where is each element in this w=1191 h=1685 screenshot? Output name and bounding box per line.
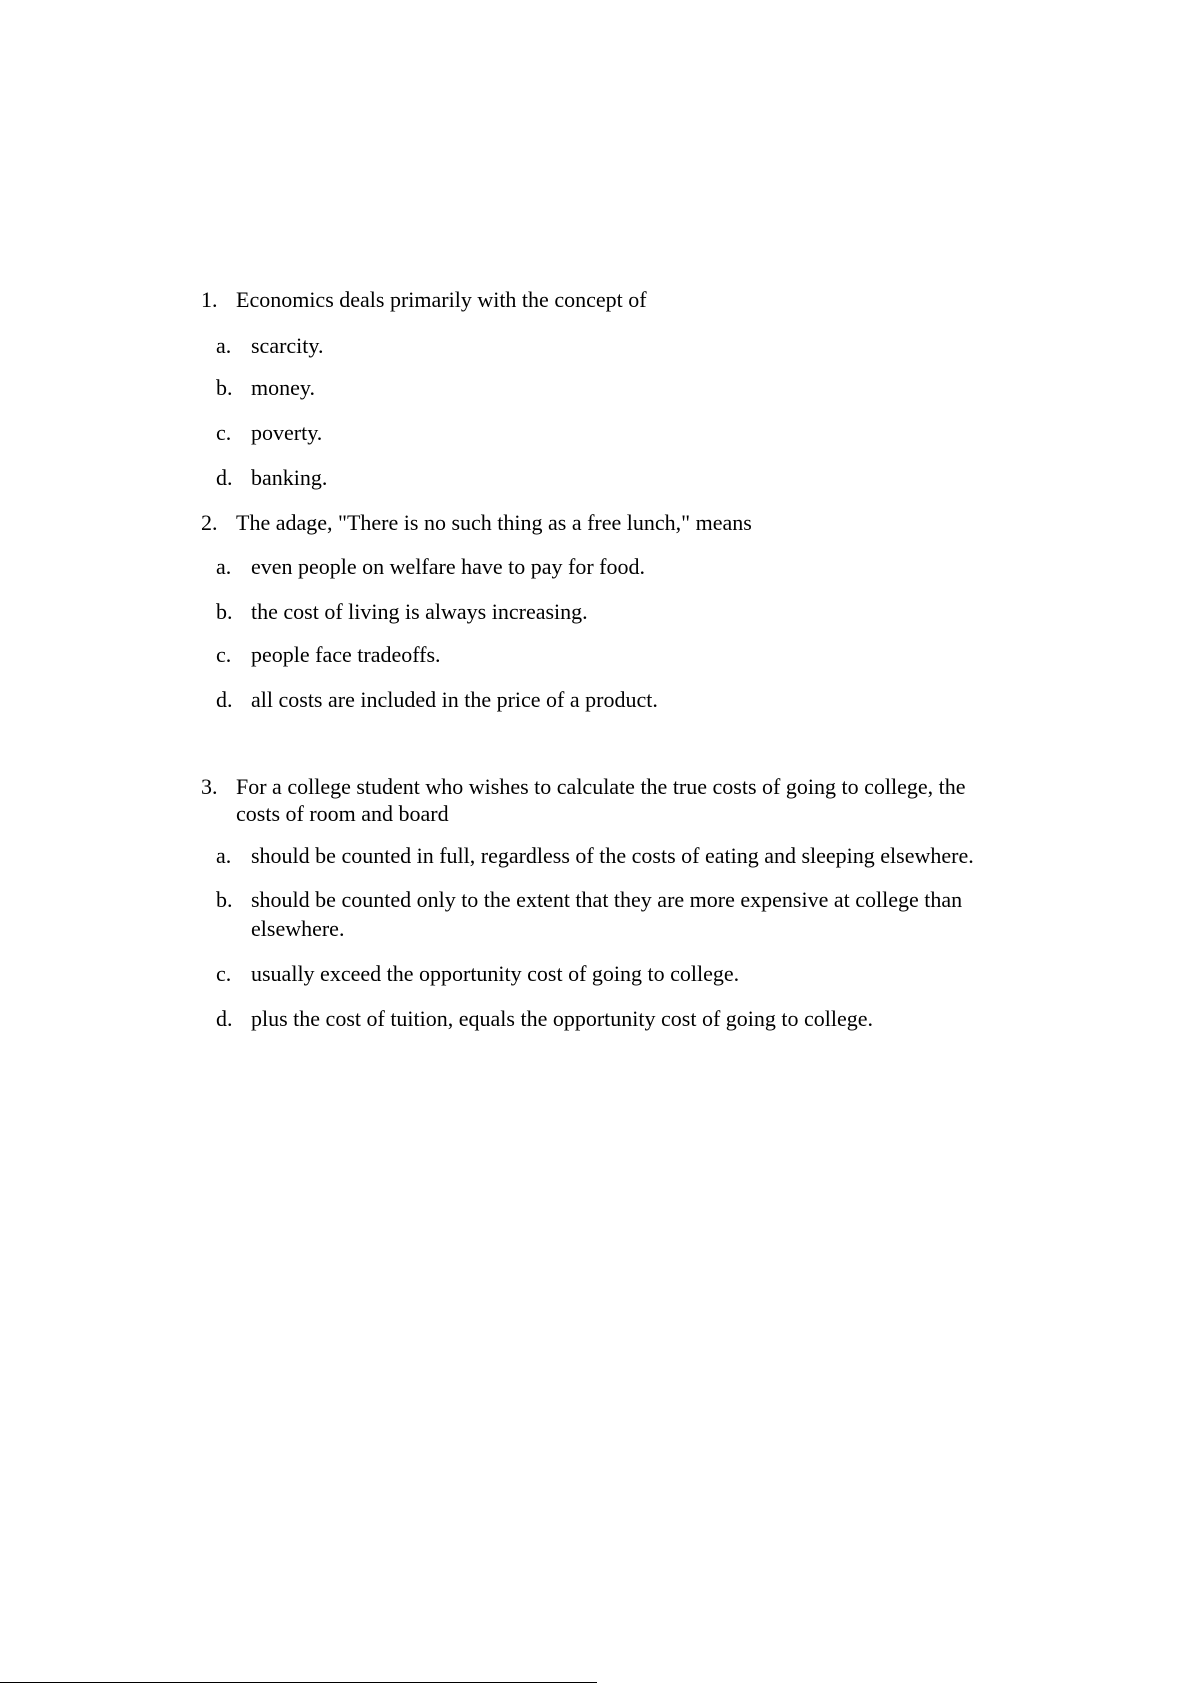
question-number: 1. [201,287,218,312]
option-letter: a. [216,843,232,868]
option-letter: c. [216,642,232,667]
option-text: all costs are included in the price of a product. [251,687,658,712]
option-text: should be counted only to the extent that they are more expensive at college than [251,887,963,912]
option-text: the cost of living is always increasing. [251,599,588,624]
option-letter: d. [216,687,233,712]
option-text: money. [251,375,315,400]
question-text-continued: costs of room and board [236,801,449,826]
option-text-continued: elsewhere. [251,916,345,941]
option-letter: a. [216,333,232,358]
option-text: even people on welfare have to pay for food. [251,554,646,579]
option-text: scarcity. [251,333,324,358]
footnote-separator [0,1682,597,1683]
option-text: plus the cost of tuition, equals the opportunity cost of going to college. [251,1006,874,1031]
option-letter: d. [216,465,233,490]
option-letter: c. [216,961,232,986]
question-text: For a college student who wishes to calculate the true costs of going to college, the [236,774,966,799]
option-letter: b. [216,599,233,624]
option-text: banking. [251,465,328,490]
question-text: Economics deals primarily with the concept of [236,287,647,312]
option-letter: d. [216,1006,233,1031]
option-letter: b. [216,887,233,912]
option-text: should be counted in full, regardless of the costs of eating and sleeping elsewhere. [251,843,974,868]
option-text: poverty. [251,420,323,445]
option-letter: b. [216,375,233,400]
question-number: 3. [201,774,218,799]
option-letter: a. [216,554,232,579]
option-text: usually exceed the opportunity cost of going to college. [251,961,740,986]
question-number: 2. [201,510,218,535]
option-text: people face tradeoffs. [251,642,441,667]
question-text: The adage, "There is no such thing as a free lunch," means [236,510,752,535]
option-letter: c. [216,420,232,445]
